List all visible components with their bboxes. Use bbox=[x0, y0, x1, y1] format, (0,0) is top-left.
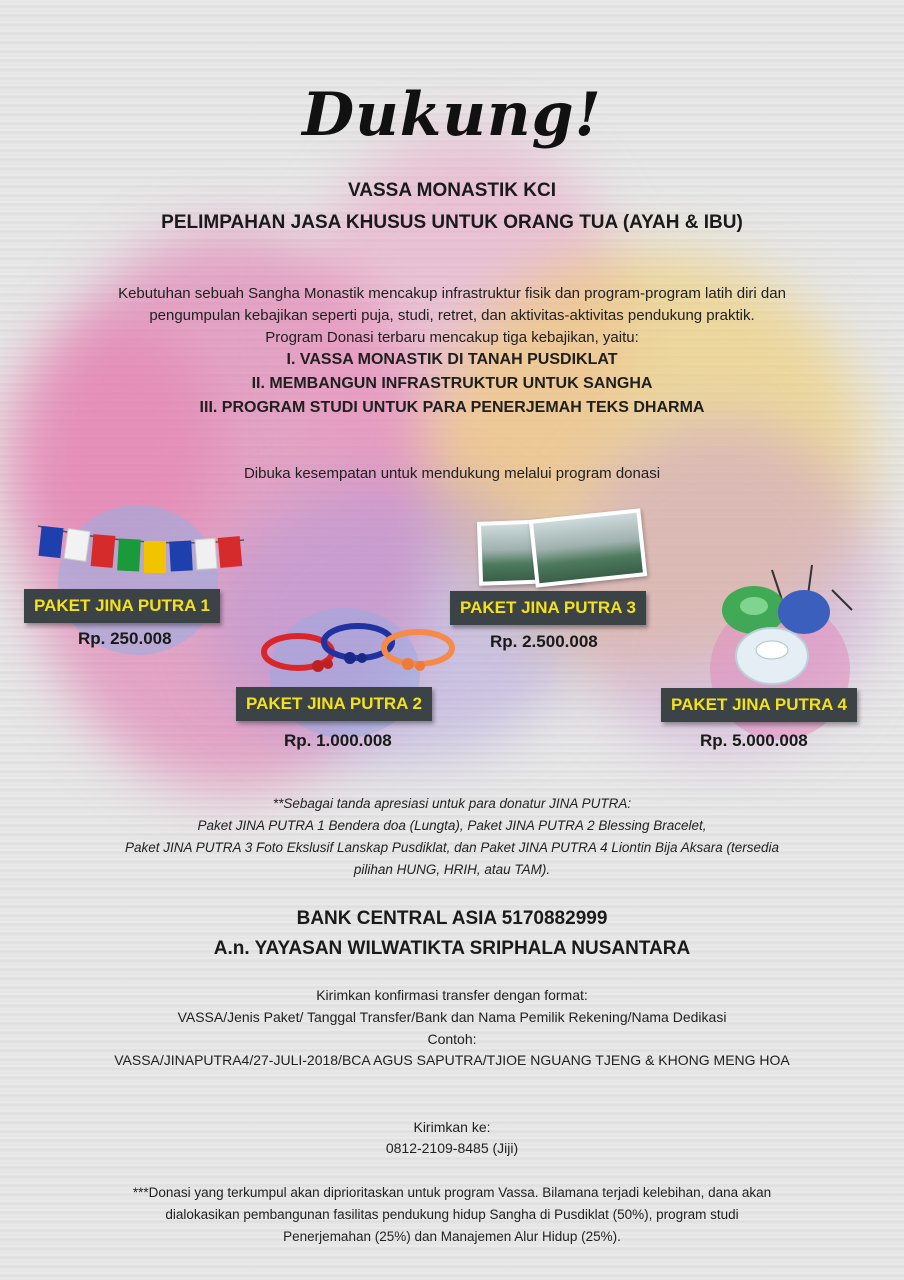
package-4-price: Rp. 5.000.008 bbox=[700, 731, 808, 750]
package-3-badge: PAKET JINA PUTRA 3 bbox=[450, 591, 646, 625]
appreciation-note: Paket JINA PUTRA 3 Foto Ekslusif Lanskap Pusdiklat, dan Paket JINA PUTRA 4 Liontin Bija Aksara (tersedia bbox=[124, 840, 780, 855]
bank-account: BANK CENTRAL ASIA 5170882999 bbox=[296, 908, 608, 929]
prayer-flags-icon bbox=[36, 522, 246, 582]
bank-account-holder: A.n. YAYASAN WILWATIKTA SRIPHALA NUSANTARA bbox=[213, 938, 691, 959]
example-heading: Contoh: bbox=[427, 1031, 477, 1047]
package-3-price: Rp. 2.500.008 bbox=[490, 632, 598, 651]
program-item: II. MEMBANGUN INFRASTRUKTUR UNTUK SANGHA bbox=[251, 375, 653, 392]
intro-line: Kebutuhan sebuah Sangha Monastik mencakup infrastruktur fisik dan program-program latih diri dan bbox=[118, 285, 786, 302]
appreciation-note: **Sebagai tanda apresiasi untuk para donatur JINA PUTRA: bbox=[272, 796, 632, 811]
appreciation-note: pilihan HUNG, HRIH, atau TAM). bbox=[353, 862, 551, 877]
package-1-badge: PAKET JINA PUTRA 1 bbox=[24, 589, 220, 623]
footnote-line: dialokasikan pembangunan fasilitas pendukung hidup Sangha di Pusdiklat (50%), program studi bbox=[165, 1207, 739, 1222]
footnote-line: ***Donasi yang terkumpul akan diprioritaskan untuk program Vassa. Bilamana terjadi kelebihan, dana akan bbox=[132, 1185, 772, 1200]
intro-line: pengumpulan kebajikan seperti puja, studi, retret, dan aktivitas-aktivitas pendukung praktik. bbox=[149, 307, 755, 324]
program-item: I. VASSA MONASTIK DI TANAH PUSDIKLAT bbox=[286, 351, 618, 368]
event-title: VASSA MONASTIK KCI bbox=[348, 180, 556, 201]
event-subtitle: PELIMPAHAN JASA KHUSUS UNTUK ORANG TUA (AYAH & IBU) bbox=[161, 212, 743, 233]
invite-text: Dibuka kesempatan untuk mendukung melalui program donasi bbox=[243, 465, 661, 482]
program-item: III. PROGRAM STUDI UNTUK PARA PENERJEMAH TEKS DHARMA bbox=[199, 399, 705, 416]
package-4-badge: PAKET JINA PUTRA 4 bbox=[661, 688, 857, 722]
script-title: Dukung! bbox=[302, 80, 602, 150]
confirm-example: VASSA/JINAPUTRA4/27-JULI-2018/BCA AGUS SAPUTRA/TJIOE NGUANG TJENG & KHONG MENG HOA bbox=[114, 1052, 790, 1068]
contact-heading: Kirimkan ke: bbox=[413, 1119, 491, 1135]
confirm-heading: Kirimkan konfirmasi transfer dengan format: bbox=[316, 987, 588, 1003]
bracelet-icon bbox=[258, 614, 458, 684]
package-2-price: Rp. 1.000.008 bbox=[284, 731, 392, 750]
pendant-icon bbox=[712, 560, 862, 690]
confirm-format: VASSA/Jenis Paket/ Tanggal Transfer/Bank dan Nama Pemilik Rekening/Nama Dedikasi bbox=[177, 1009, 727, 1025]
package-2-badge: PAKET JINA PUTRA 2 bbox=[236, 687, 432, 721]
footnote-line: Penerjemahan (25%) dan Manajemen Alur Hidup (25%). bbox=[283, 1229, 621, 1244]
appreciation-note: Paket JINA PUTRA 1 Bendera doa (Lungta), Paket JINA PUTRA 2 Blessing Bracelet, bbox=[197, 818, 707, 833]
intro-line: Program Donasi terbaru mencakup tiga kebajikan, yaitu: bbox=[265, 329, 639, 346]
package-1-price: Rp. 250.008 bbox=[78, 629, 172, 648]
contact-phone: 0812-2109-8485 (Jiji) bbox=[385, 1140, 519, 1156]
